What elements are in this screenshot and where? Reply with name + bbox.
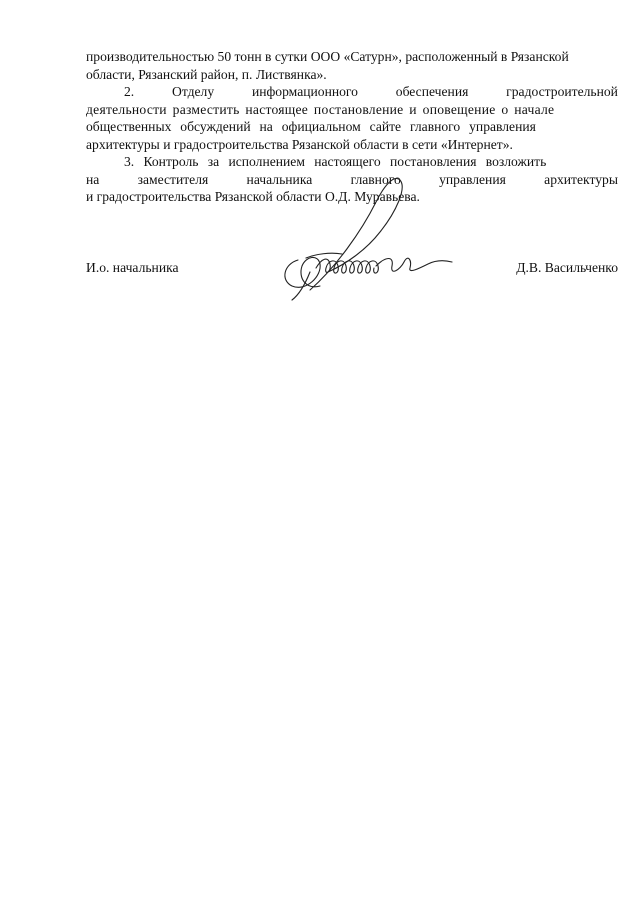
paragraph-2-line-1: [86, 83, 618, 101]
paragraph-2-line-3: общественных обсуждений на официальном сайте главного управления: [86, 119, 536, 134]
signatory-name: Д.В. Васильченко: [516, 260, 618, 275]
paragraph-3-line-3: и градостроительства Рязанской области О.Д. Муравьева.: [86, 189, 420, 204]
paragraph-2-number: 2.: [124, 84, 135, 99]
word: обеспечения: [395, 84, 469, 99]
word: начальника: [246, 171, 313, 187]
word: Отделу: [172, 84, 215, 99]
paragraph-3-line-1: 3. Контроль за исполнением настоящего постановления возложить: [124, 154, 547, 169]
word: на: [86, 171, 100, 187]
signatory-title: И.о. начальника: [86, 260, 179, 275]
paragraph-1-line-1: [86, 48, 618, 66]
word: градостроительной: [506, 84, 618, 99]
signature-row: [86, 260, 618, 284]
word: информационного: [251, 84, 358, 99]
word: управления: [439, 171, 506, 187]
paragraph-1-line-2: области, Рязанский район, п. Листвянка».: [86, 66, 327, 82]
word: заместителя: [137, 171, 209, 187]
text-line: производительностью 50 тонн в сутки ООО «Сатурн», расположенный в Рязанской: [86, 49, 569, 64]
paragraph-1: [86, 48, 618, 83]
paragraph-2-line-2: деятельности разместить настоящее постановление и оповещение о начале: [86, 101, 555, 117]
paragraph-2-line-4: архитектуры и градостроительства Рязанской области в сети «Интернет».: [86, 136, 513, 152]
word: архитектуры: [544, 171, 618, 187]
word: главного: [350, 171, 401, 187]
paragraph-2: [86, 83, 618, 153]
